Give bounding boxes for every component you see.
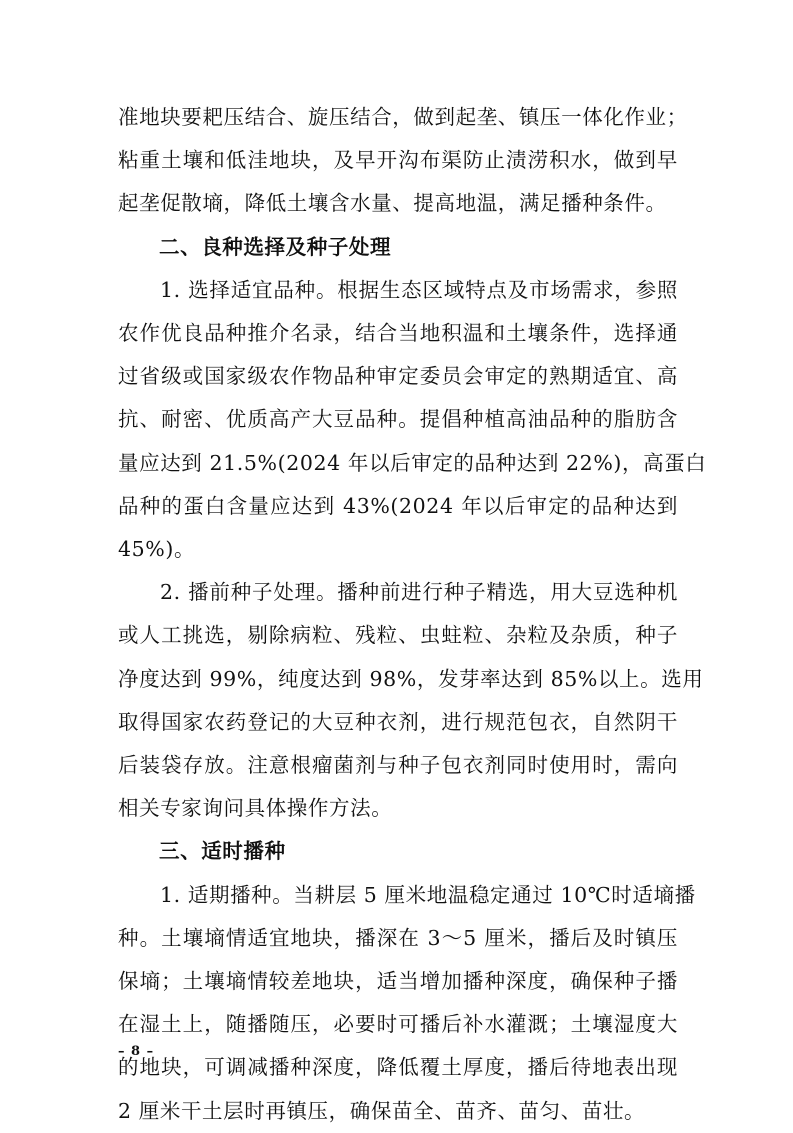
text-line: 准地块要耙压结合、旋压结合，做到起垄、镇压一体化作业； bbox=[118, 105, 688, 129]
text-line: 45%)。 bbox=[118, 537, 196, 562]
text-line: 1. 选择适宜品种。根据生态区域特点及市场需求，参照 bbox=[160, 277, 678, 302]
text-line: 或人工挑选，剔除病粒、残粒、虫蛀粒、杂粒及杂质，种子 bbox=[118, 623, 678, 648]
text-line: 量应达到 21.5%(2024 年以后审定的品种达到 22%)，高蛋白 bbox=[118, 450, 707, 475]
paragraph-sowing-period bbox=[118, 874, 696, 1133]
text-line: 抗、耐密、优质高产大豆品种。提倡种植高油品种的脂肪含 bbox=[118, 407, 678, 432]
text-line: 种。土壤墒情适宜地块，播深在 3～5 厘米，播后及时镇压 bbox=[118, 925, 678, 950]
paragraph-variety-selection bbox=[118, 269, 707, 571]
text-line: 净度达到 99%，纯度达到 98%，发芽率达到 85%以上。选用 bbox=[118, 666, 704, 691]
text-line: 品种的蛋白含量应达到 43%(2024 年以后审定的品种达到 bbox=[118, 493, 678, 518]
text-line: 1. 适期播种。当耕层 5 厘米地温稳定通过 10℃时适墒播 bbox=[160, 882, 696, 907]
document-body bbox=[118, 96, 707, 1133]
text-line: 农作优良品种推介名录，结合当地积温和土壤条件，选择通 bbox=[118, 321, 678, 346]
text-line: 2. 播前种子处理。播种前进行种子精选，用大豆选种机 bbox=[160, 580, 678, 605]
text-line: 相关专家询问具体操作方法。 bbox=[118, 796, 393, 821]
section-heading-timely-sowing: 三、适时播种 bbox=[159, 839, 286, 864]
text-line: 取得国家农药登记的大豆种衣剂，进行规范包衣，自然阴干 bbox=[118, 709, 678, 734]
page-number: – 8 – bbox=[118, 1044, 155, 1059]
text-line: 过省级或国家级农作物品种审定委员会审定的熟期适宜、高 bbox=[118, 364, 678, 389]
text-line: 2 厘米干土层时再镇压，确保苗全、苗齐、苗匀、苗壮。 bbox=[118, 1098, 646, 1123]
section-heading-seed-selection: 二、良种选择及种子处理 bbox=[159, 234, 392, 259]
text-line: 后装袋存放。注意根瘤菌剂与种子包衣剂同时使用时，需向 bbox=[118, 753, 678, 778]
text-line: 在湿土上，随播随压，必要时可播后补水灌溉；土壤湿度大 bbox=[118, 1012, 678, 1037]
text-line: 粘重土壤和低洼地块，及早开沟布渠防止渍涝积水，做到早 bbox=[118, 148, 678, 173]
text-line: 起垄促散墒，降低土壤含水量、提高地温，满足播种条件。 bbox=[118, 191, 667, 216]
text-line: 保墒；土壤墒情较差地块，适当增加播种深度，确保种子播 bbox=[118, 969, 678, 994]
text-line: 的地块，可调减播种深度，降低覆土厚度，播后待地表出现 bbox=[118, 1055, 678, 1080]
paragraph-soil-preparation bbox=[118, 96, 688, 226]
paragraph-seed-treatment bbox=[118, 571, 704, 830]
